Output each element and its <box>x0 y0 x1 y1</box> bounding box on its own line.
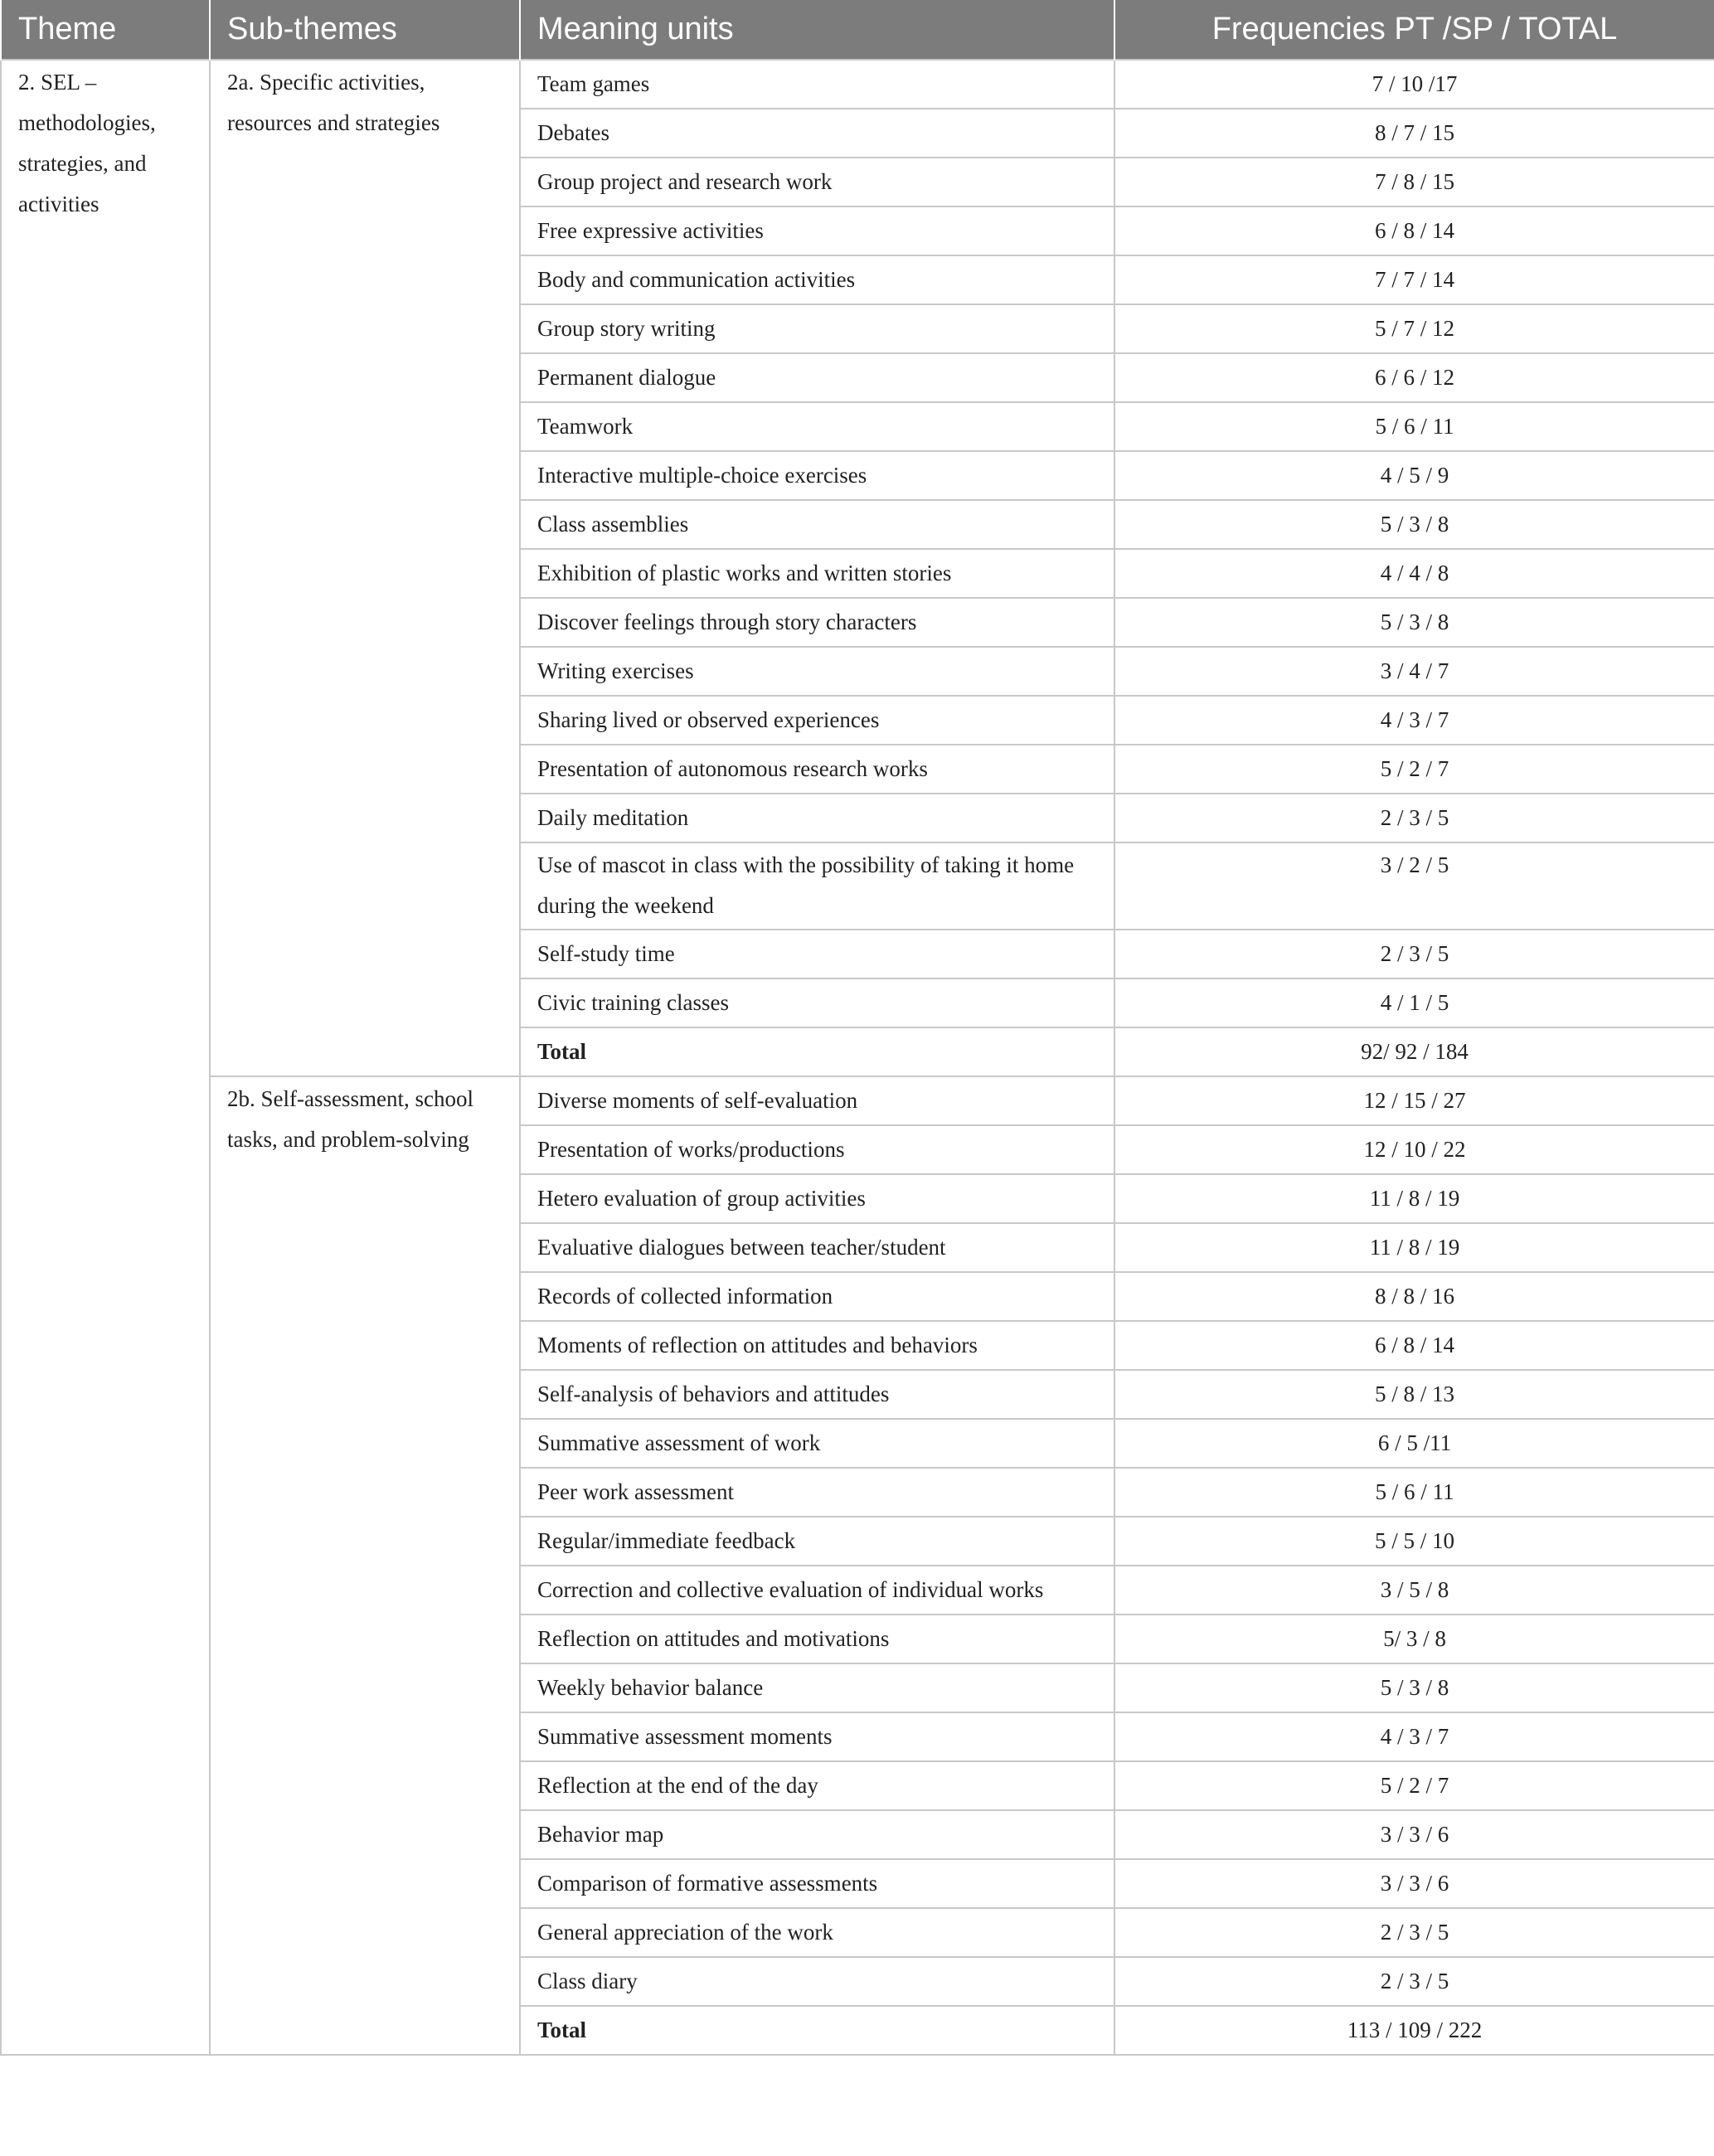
header-subthemes: Sub-themes <box>210 0 520 60</box>
frequency-cell: 6 / 6 / 12 <box>1114 353 1714 402</box>
total-frequency-cell: 92/ 92 / 184 <box>1114 1027 1714 1076</box>
meaning-unit-cell: General appreciation of the work <box>520 1908 1114 1957</box>
meaning-unit-cell: Hetero evaluation of group activities <box>520 1174 1114 1223</box>
frequency-cell: 11 / 8 / 19 <box>1114 1174 1714 1223</box>
frequency-cell: 2 / 3 / 5 <box>1114 1957 1714 2006</box>
header-frequencies: Frequencies PT /SP / TOTAL <box>1114 0 1714 60</box>
meaning-unit-cell: Daily meditation <box>520 794 1114 842</box>
frequency-cell: 5 / 7 / 12 <box>1114 304 1714 353</box>
meaning-unit-cell: Presentation of works/productions <box>520 1125 1114 1174</box>
meaning-unit-cell: Use of mascot in class with the possibility of taking it home during the weekend <box>520 842 1114 930</box>
meaning-unit-cell: Writing exercises <box>520 647 1114 696</box>
header-theme: Theme <box>1 0 210 60</box>
theme-cell: 2. SEL – methodologies, strategies, and activities <box>1 60 210 2055</box>
meaning-unit-cell: Reflection on attitudes and motivations <box>520 1615 1114 1663</box>
frequency-cell: 6 / 8 / 14 <box>1114 1321 1714 1370</box>
meaning-unit-cell: Regular/immediate feedback <box>520 1517 1114 1566</box>
meaning-unit-cell: Team games <box>520 60 1114 109</box>
meaning-unit-cell: Presentation of autonomous research works <box>520 745 1114 794</box>
frequency-cell: 6 / 8 / 14 <box>1114 206 1714 255</box>
meaning-unit-cell: Free expressive activities <box>520 206 1114 255</box>
frequency-cell: 5 / 6 / 11 <box>1114 402 1714 451</box>
meaning-unit-cell: Reflection at the end of the day <box>520 1761 1114 1810</box>
meaning-unit-cell: Comparison of formative assessments <box>520 1859 1114 1908</box>
frequency-cell: 5 / 8 / 13 <box>1114 1370 1714 1419</box>
frequency-cell: 7 / 7 / 14 <box>1114 255 1714 304</box>
frequency-cell: 4 / 3 / 7 <box>1114 1712 1714 1761</box>
total-frequency-cell: 113 / 109 / 222 <box>1114 2006 1714 2055</box>
frequency-cell: 4 / 3 / 7 <box>1114 696 1714 745</box>
meaning-unit-cell: Correction and collective evaluation of individual works <box>520 1566 1114 1615</box>
frequency-cell: 6 / 5 /11 <box>1114 1419 1714 1468</box>
meaning-unit-cell: Self-analysis of behaviors and attitudes <box>520 1370 1114 1419</box>
meaning-unit-cell: Permanent dialogue <box>520 353 1114 402</box>
meaning-unit-cell: Behavior map <box>520 1810 1114 1859</box>
frequency-cell: 5 / 6 / 11 <box>1114 1468 1714 1517</box>
frequency-cell: 5 / 2 / 7 <box>1114 745 1714 794</box>
frequency-cell: 2 / 3 / 5 <box>1114 1908 1714 1957</box>
meaning-unit-cell: Self-study time <box>520 930 1114 978</box>
frequency-cell: 3 / 4 / 7 <box>1114 647 1714 696</box>
meaning-unit-cell: Evaluative dialogues between teacher/student <box>520 1223 1114 1272</box>
meaning-unit-cell: Weekly behavior balance <box>520 1663 1114 1712</box>
frequency-cell: 4 / 1 / 5 <box>1114 978 1714 1027</box>
meaning-unit-cell: Interactive multiple-choice exercises <box>520 451 1114 500</box>
meaning-unit-cell: Civic training classes <box>520 978 1114 1027</box>
frequency-cell: 4 / 5 / 9 <box>1114 451 1714 500</box>
frequency-cell: 2 / 3 / 5 <box>1114 794 1714 842</box>
frequency-cell: 5/ 3 / 8 <box>1114 1615 1714 1663</box>
meaning-unit-cell: Teamwork <box>520 402 1114 451</box>
frequency-cell: 5 / 3 / 8 <box>1114 500 1714 549</box>
subtheme-cell: 2a. Specific activities, resources and strategies <box>210 60 520 1076</box>
meaning-unit-cell: Summative assessment of work <box>520 1419 1114 1468</box>
meaning-unit-cell: Group story writing <box>520 304 1114 353</box>
frequency-cell: 11 / 8 / 19 <box>1114 1223 1714 1272</box>
meaning-unit-cell: Summative assessment moments <box>520 1712 1114 1761</box>
subtheme-cell: 2b. Self-assessment, school tasks, and problem-solving <box>210 1076 520 2055</box>
table-body <box>1 60 1714 2055</box>
table-row <box>1 60 1714 109</box>
frequency-cell: 3 / 3 / 6 <box>1114 1859 1714 1908</box>
frequency-cell: 3 / 3 / 6 <box>1114 1810 1714 1859</box>
frequency-cell: 8 / 7 / 15 <box>1114 109 1714 158</box>
meaning-unit-cell: Moments of reflection on attitudes and behaviors <box>520 1321 1114 1370</box>
meaning-unit-cell: Body and communication activities <box>520 255 1114 304</box>
meaning-unit-cell: Debates <box>520 109 1114 158</box>
frequency-cell: 5 / 2 / 7 <box>1114 1761 1714 1810</box>
meaning-unit-cell: Group project and research work <box>520 158 1114 206</box>
header-row <box>1 0 1714 60</box>
frequency-cell: 12 / 15 / 27 <box>1114 1076 1714 1125</box>
frequency-cell: 3 / 5 / 8 <box>1114 1566 1714 1615</box>
frequency-cell: 4 / 4 / 8 <box>1114 549 1714 598</box>
table-header <box>1 0 1714 60</box>
meaning-unit-cell: Peer work assessment <box>520 1468 1114 1517</box>
meaning-unit-cell: Class assemblies <box>520 500 1114 549</box>
frequency-cell: 7 / 8 / 15 <box>1114 158 1714 206</box>
frequency-cell: 8 / 8 / 16 <box>1114 1272 1714 1321</box>
meaning-unit-cell: Records of collected information <box>520 1272 1114 1321</box>
total-label-cell: Total <box>520 2006 1114 2055</box>
meaning-unit-cell: Class diary <box>520 1957 1114 2006</box>
header-meaning-units: Meaning units <box>520 0 1114 60</box>
frequency-cell: 2 / 3 / 5 <box>1114 930 1714 978</box>
meaning-unit-cell: Sharing lived or observed experiences <box>520 696 1114 745</box>
frequency-cell: 12 / 10 / 22 <box>1114 1125 1714 1174</box>
meaning-unit-cell: Discover feelings through story characters <box>520 598 1114 647</box>
frequency-cell: 5 / 3 / 8 <box>1114 1663 1714 1712</box>
frequency-cell: 5 / 5 / 10 <box>1114 1517 1714 1566</box>
frequency-cell: 7 / 10 /17 <box>1114 60 1714 109</box>
frequency-cell: 3 / 2 / 5 <box>1114 842 1714 930</box>
frequency-cell: 5 / 3 / 8 <box>1114 598 1714 647</box>
meaning-unit-cell: Diverse moments of self-evaluation <box>520 1076 1114 1125</box>
table-row <box>1 1076 1714 1125</box>
total-label-cell: Total <box>520 1027 1114 1076</box>
meaning-unit-cell: Exhibition of plastic works and written stories <box>520 549 1114 598</box>
